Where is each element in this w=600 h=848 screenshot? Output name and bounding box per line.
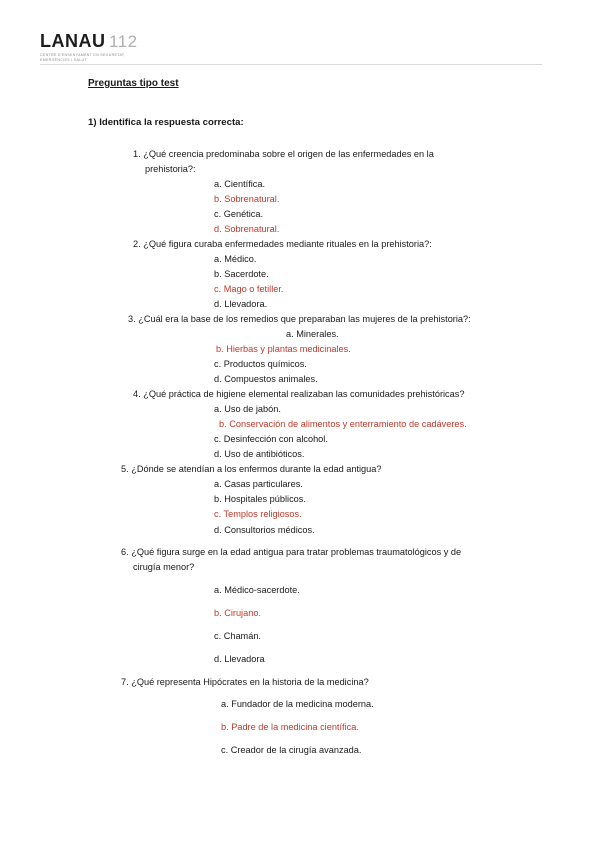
logo-word: LANAU xyxy=(40,31,106,51)
logo-subtitle-line2: EMERGÈNCIES I SALUT xyxy=(40,58,87,62)
q2-option-a: a. Médico. xyxy=(214,254,257,264)
q5-option-b: b. Hospitales públicos. xyxy=(214,494,306,504)
question-3-line1: 3. ¿Cuál era la base de los remedios que preparaban las mujeres de la prehistoria?: xyxy=(128,314,471,324)
q6-option-a: a. Médico-sacerdote. xyxy=(214,585,300,595)
header-divider xyxy=(40,64,542,65)
q3-option-d: d. Compuestos animales. xyxy=(214,374,318,384)
logo-number: 112 xyxy=(109,32,138,51)
q4-option-d: d. Uso de antibióticos. xyxy=(214,449,305,459)
q4-option-c: c. Desinfección con alcohol. xyxy=(214,434,328,444)
q3-option-b-correct: b. Hierbas y plantas medicinales. xyxy=(216,344,351,354)
q5-option-c-correct: c. Templos religiosos. xyxy=(214,509,302,519)
q7-option-c: c. Creador de la cirugía avanzada. xyxy=(221,745,362,755)
q1-option-a: a. Científica. xyxy=(214,179,266,189)
question-7-line1: 7. ¿Qué representa Hipócrates en la historia de la medicina? xyxy=(121,677,369,687)
q5-option-d: d. Consultorios médicos. xyxy=(214,525,315,535)
question-6-line1: 6. ¿Qué figura surge en la edad antigua para tratar problemas traumatológicos y de xyxy=(121,547,462,557)
section-heading: 1) Identifica la respuesta correcta: xyxy=(88,117,244,128)
q6-option-c: c. Chamán. xyxy=(214,631,261,641)
question-6-line2: cirugía menor? xyxy=(133,562,195,572)
q3-option-c: c. Productos químicos. xyxy=(214,359,307,369)
q1-option-b-correct: b. Sobrenatural. xyxy=(214,194,280,204)
q6-option-b-correct: b. Cirujano. xyxy=(214,608,261,618)
logo-subtitle-line1: CENTRE D'ENSENYAMENT EN SEGURETAT, xyxy=(40,53,126,57)
q1-option-d-correct: d. Sobrenatural. xyxy=(214,224,280,234)
q2-option-c-correct: c. Mago o fetiller. xyxy=(214,284,284,294)
q2-option-b: b. Sacerdote. xyxy=(214,269,269,279)
q1-option-c: c. Genética. xyxy=(214,209,264,219)
q3-option-a: a. Minerales. xyxy=(286,329,339,339)
question-1-line1: 1. ¿Qué creencia predominaba sobre el origen de las enfermedades en la xyxy=(133,149,434,159)
q4-option-a: a. Uso de jabón. xyxy=(214,404,281,414)
q4-option-b-correct: b. Conservación de alimentos y enterramiento de cadáveres. xyxy=(219,419,467,429)
logo xyxy=(40,31,160,65)
q7-option-b-correct: b. Padre de la medicina científica. xyxy=(221,722,359,732)
question-4-line1: 4. ¿Qué práctica de higiene elemental realizaban las comunidades prehistóricas? xyxy=(133,389,465,399)
q5-option-a: a. Casas particulares. xyxy=(214,479,303,489)
question-5-line1: 5. ¿Dónde se atendían a los enfermos durante la edad antigua? xyxy=(121,464,382,474)
question-1-line2: prehistoria?: xyxy=(145,164,196,174)
q7-option-a: a. Fundador de la medicina moderna. xyxy=(221,699,374,709)
q6-option-d: d. Llevadora xyxy=(214,654,265,664)
q2-option-d: d. Llevadora. xyxy=(214,299,268,309)
document-title: Preguntas tipo test xyxy=(88,78,179,89)
question-2-line1: 2. ¿Qué figura curaba enfermedades mediante rituales en la prehistoria?: xyxy=(133,239,432,249)
